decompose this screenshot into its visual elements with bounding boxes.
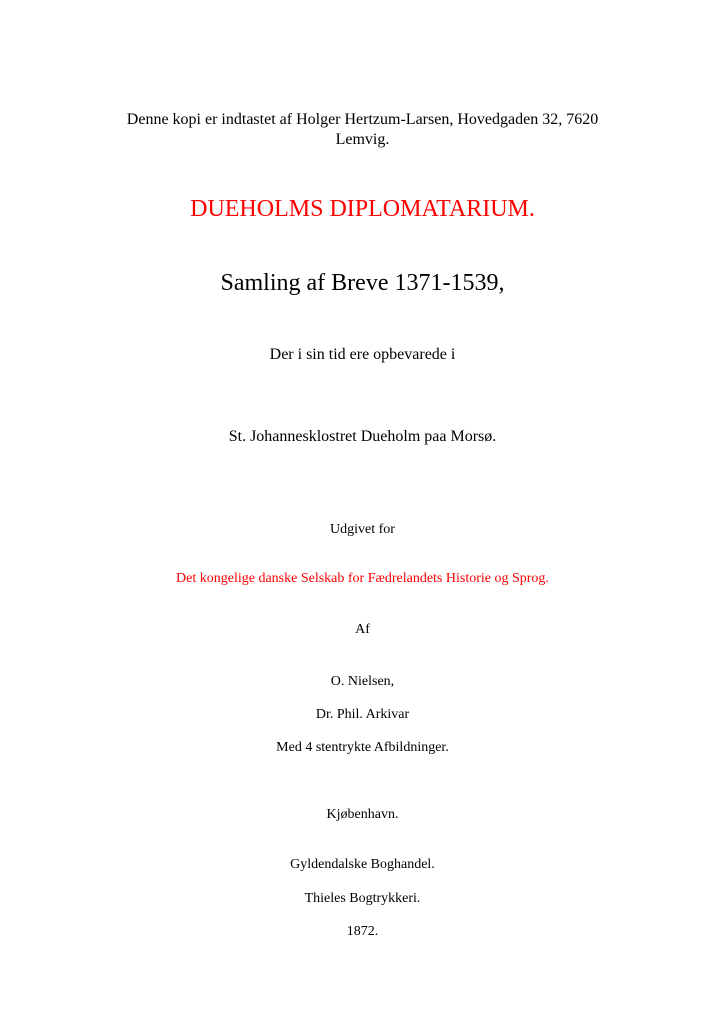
document-subtitle: Samling af Breve 1371-1539, bbox=[220, 270, 505, 296]
by-line: Af bbox=[355, 622, 370, 637]
year-line: 1872. bbox=[346, 924, 379, 939]
author-name: O. Nielsen, bbox=[330, 674, 395, 689]
city-line: Kjøbenhavn. bbox=[326, 807, 399, 822]
author-title: Dr. Phil. Arkivar bbox=[315, 707, 410, 722]
stored-line: Der i sin tid ere opbevarede i bbox=[269, 346, 456, 363]
monastery-line: St. Johannesklostret Dueholm paa Morsø. bbox=[228, 428, 497, 445]
printer-line: Thieles Bogtrykkeri. bbox=[304, 891, 421, 906]
published-for-line: Udgivet for bbox=[330, 522, 395, 537]
transcription-note: Denne kopi er indtastet af Holger Hertzum-Larsen, Hovedgaden 32, 7620 Lemvig. bbox=[126, 111, 599, 148]
document-title: DUEHOLMS DIPLOMATARIUM. bbox=[190, 196, 535, 222]
publisher-line: Gyldendalske Boghandel. bbox=[290, 857, 435, 872]
illustrations-line: Med 4 stentrykte Afbildninger. bbox=[276, 740, 449, 755]
society-name: Det kongelige danske Selskab for Fædrelandets Historie og Sprog. bbox=[176, 571, 549, 586]
